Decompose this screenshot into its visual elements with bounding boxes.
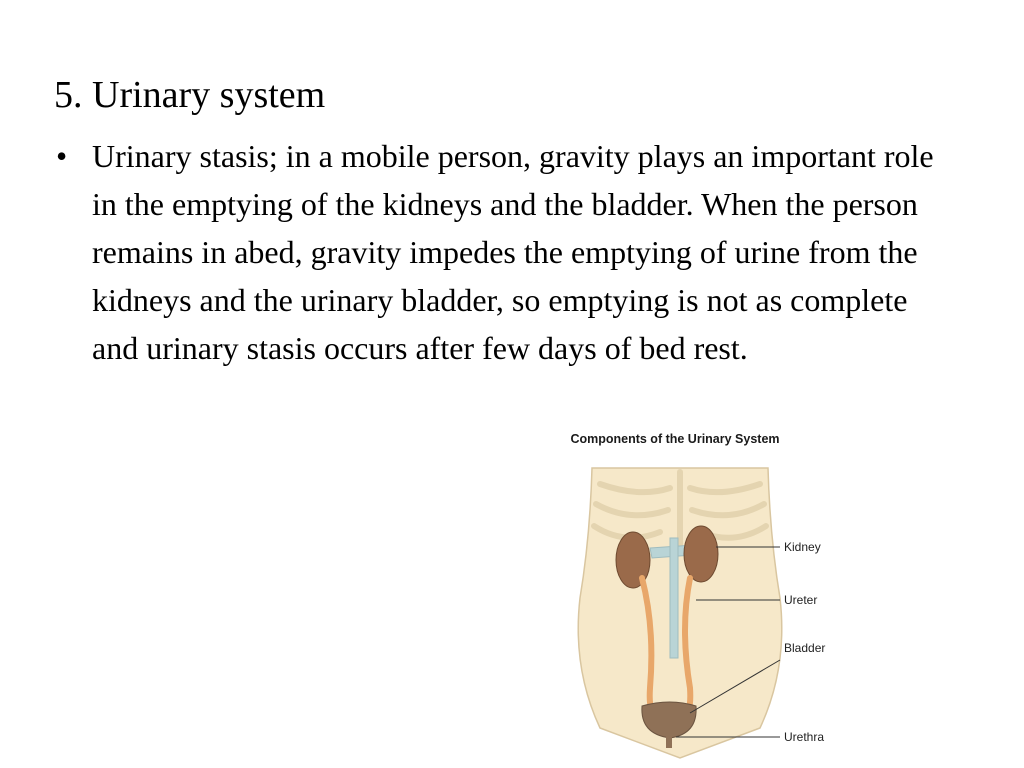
figure-title: Components of the Urinary System	[570, 432, 780, 446]
label-bladder: Bladder	[784, 641, 826, 655]
label-ureter: Ureter	[784, 593, 818, 607]
slide-title: 5. Urinary system	[54, 74, 326, 116]
right-kidney	[684, 526, 718, 582]
urinary-system-diagram	[530, 428, 850, 768]
bullet-list	[54, 132, 954, 372]
label-urethra: Urethra	[784, 730, 825, 744]
bullet-text: Urinary stasis; in a mobile person, gravity plays an important role in the emptying of the kidneys and the bladder. When the person remains in abed, gravity impedes the emptying of urine from the kidneys and the urinary bladder, so emptying is not as complete and urinary stasis occurs after few days of bed rest.	[92, 138, 934, 366]
bullet-item	[54, 132, 954, 372]
label-kidney: Kidney	[784, 540, 821, 554]
urethra	[666, 736, 672, 748]
bullet-dot-icon: •	[56, 138, 68, 174]
